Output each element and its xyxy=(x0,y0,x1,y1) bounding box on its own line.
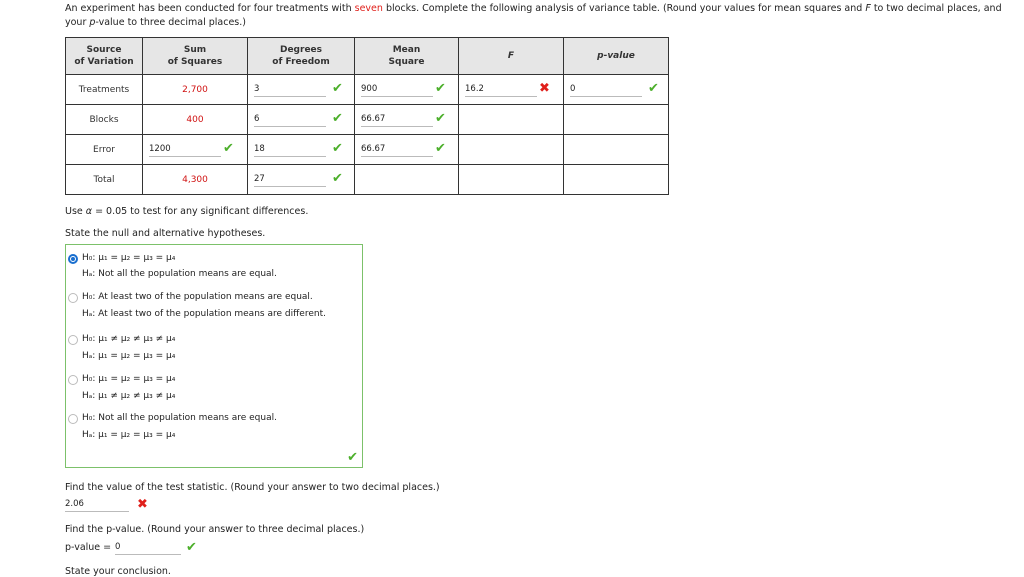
empty-cell xyxy=(459,165,564,195)
cross-icon: ✖ xyxy=(137,497,148,512)
table-header-row xyxy=(66,38,669,75)
hypotheses-options: H₀: μ₁ = μ₂ = μ₃ = μ₄ Hₐ: Not all the population means are equal. H₀: At least two of the population means are equal. Hₐ: At least two of the population means are different. H₀: μ₁ ≠ μ₂ ≠ μ₃ ≠ μ₄ Hₐ: μ₁ = μ₂ = μ₃ = μ₄ H₀: μ₁ = μ₂ = μ₃ = μ₄ Hₐ: μ₁ ≠ μ₂ ≠ μ₃ ≠ μ₄ H₀: Not all the population means are equal. Hₐ: μ₁ = μ₂ = μ₃ = μ₄ ✔ xyxy=(65,244,363,468)
row-label-total: Total xyxy=(66,165,143,195)
table-row xyxy=(66,75,669,105)
problem-statement xyxy=(65,2,1010,30)
df-blocks-input[interactable]: 6 xyxy=(254,113,326,127)
checkmark-icon: ✔ xyxy=(347,450,358,465)
empty-cell xyxy=(564,165,669,195)
intro-text-3: to two decimal places, and your xyxy=(65,3,1002,28)
test-statistic-prompt: Find the value of the test statistic. (Round your answer to two decimal places.) xyxy=(65,482,440,493)
radio-button[interactable] xyxy=(68,335,78,345)
f-variable: F xyxy=(865,3,871,14)
radio-button[interactable] xyxy=(68,414,78,424)
df-total-input[interactable]: 27 xyxy=(254,173,326,187)
header-source: Source of Variation xyxy=(66,38,143,75)
checkmark-icon: ✔ xyxy=(332,111,343,126)
ss-error-input[interactable]: 1200 xyxy=(149,143,221,157)
checkmark-icon: ✔ xyxy=(435,111,446,126)
checkmark-icon: ✔ xyxy=(186,540,197,555)
empty-cell xyxy=(564,135,669,165)
p-value-prompt: Find the p-value. (Round your answer to three decimal places.) xyxy=(65,524,365,535)
checkmark-icon: ✔ xyxy=(332,81,343,96)
empty-cell xyxy=(459,135,564,165)
hypotheses-prompt: State the null and alternative hypotheses. xyxy=(65,228,266,239)
checkmark-icon: ✔ xyxy=(435,141,446,156)
checkmark-icon: ✔ xyxy=(332,141,343,156)
table-row xyxy=(66,105,669,135)
ms-treatments-input[interactable]: 900 xyxy=(361,83,433,97)
radio-button-selected[interactable] xyxy=(68,254,78,264)
ms-error-input[interactable]: 66.67 xyxy=(361,143,433,157)
p-value-label: p-value = xyxy=(65,542,112,553)
ss-blocks: 400 xyxy=(143,105,248,135)
header-p-value: p-value xyxy=(564,38,669,75)
radio-button[interactable] xyxy=(68,375,78,385)
header-degrees-freedom: Degrees of Freedom xyxy=(248,38,355,75)
intro-text-4: -value to three decimal places.) xyxy=(95,17,246,28)
ss-treatments: 2,700 xyxy=(143,75,248,105)
ms-blocks-input[interactable]: 66.67 xyxy=(361,113,433,127)
header-f: F xyxy=(459,38,564,75)
checkmark-icon: ✔ xyxy=(223,141,234,156)
df-error-input[interactable]: 18 xyxy=(254,143,326,157)
empty-cell xyxy=(564,105,669,135)
test-statistic-input[interactable]: 2.06 xyxy=(65,497,129,512)
header-sum-squares: Sum of Squares xyxy=(143,38,248,75)
ss-total: 4,300 xyxy=(143,165,248,195)
row-label-treatments: Treatments xyxy=(66,75,143,105)
conclusion-prompt: State your conclusion. xyxy=(65,566,171,577)
checkmark-icon: ✔ xyxy=(332,171,343,186)
alpha-instruction: Use α = 0.05 to test for any significant differences. xyxy=(65,206,309,217)
anova-table xyxy=(65,37,669,195)
empty-cell xyxy=(355,165,459,195)
table-row xyxy=(66,165,669,195)
checkmark-icon: ✔ xyxy=(648,81,659,96)
row-label-blocks: Blocks xyxy=(66,105,143,135)
p-value-input[interactable]: 0 xyxy=(115,540,181,555)
f-input[interactable]: 16.2 xyxy=(465,83,537,97)
table-row xyxy=(66,135,669,165)
df-treatments-input[interactable]: 3 xyxy=(254,83,326,97)
header-mean-square: Mean Square xyxy=(355,38,459,75)
row-label-error: Error xyxy=(66,135,143,165)
radio-button[interactable] xyxy=(68,293,78,303)
p-value-table-input[interactable]: 0 xyxy=(570,83,642,97)
p-variable: p xyxy=(89,17,96,28)
blocks-count-highlight: seven xyxy=(354,3,383,14)
intro-text-2: blocks. Complete the following analysis of variance table. (Round your values for mean squares and xyxy=(382,3,866,14)
cross-icon: ✖ xyxy=(539,81,550,96)
empty-cell xyxy=(459,105,564,135)
checkmark-icon: ✔ xyxy=(435,81,446,96)
intro-text: An experiment has been conducted for four treatments with xyxy=(65,3,355,14)
